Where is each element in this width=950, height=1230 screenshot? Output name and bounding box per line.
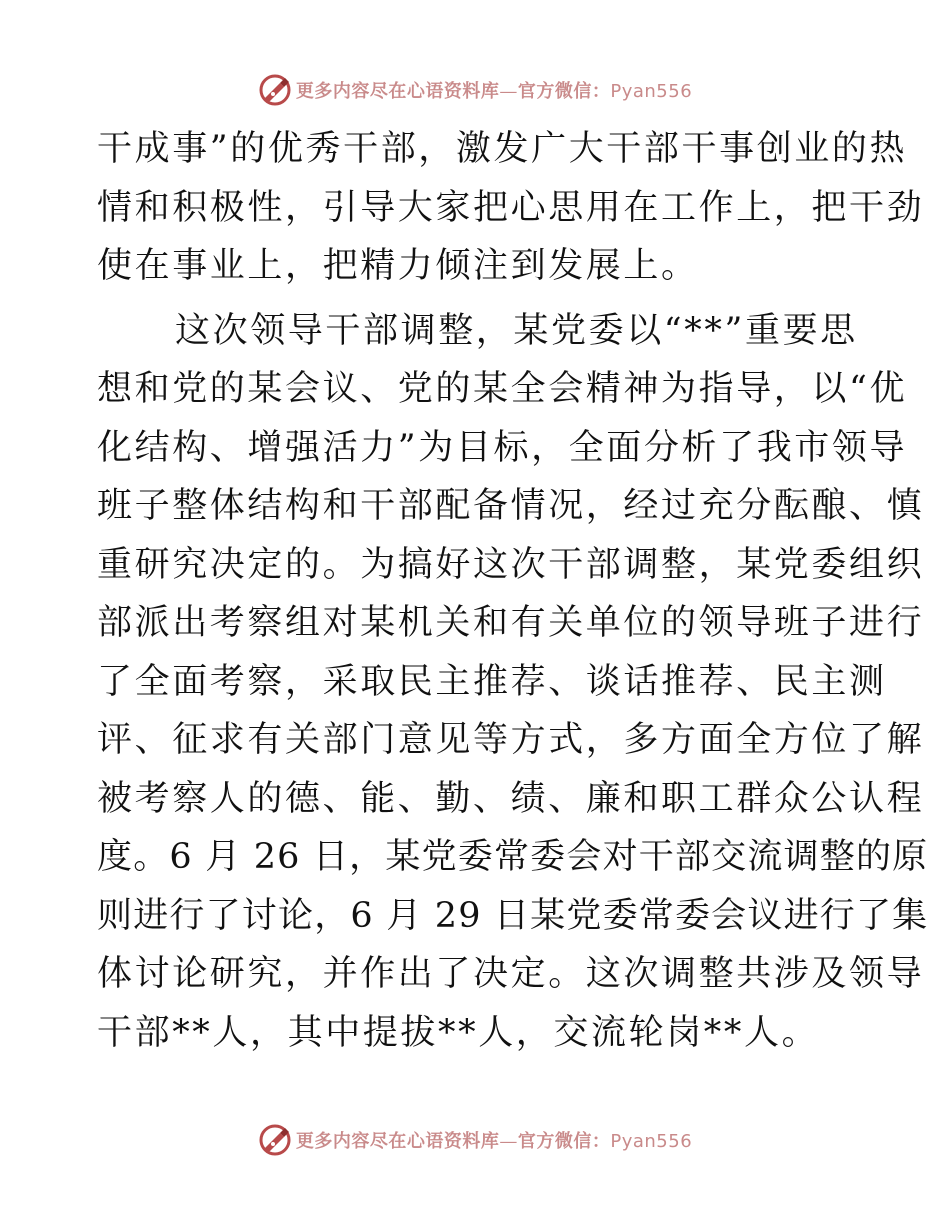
watermark-main: 更多内容尽在心语资料库 bbox=[295, 1131, 500, 1152]
header-watermark bbox=[0, 68, 950, 112]
pen-nib-circle-logo-icon bbox=[258, 1123, 292, 1157]
text-line: 情和积极性，引导大家把心思用在工作上，把干劲 bbox=[97, 187, 925, 228]
paragraph bbox=[97, 120, 925, 296]
text-line: 被考察人的德、能、勤、绩、廉和职工群众公认程 bbox=[97, 778, 925, 819]
text-line: 干成事”的优秀干部，激发广大干部干事创业的热 bbox=[97, 129, 908, 169]
text-line: 这次领导干部调整，某党委以“**”重要思 bbox=[175, 310, 858, 351]
text-line: 度。6 月 26 日，某党委常委会对干部交流调整的原 bbox=[97, 837, 929, 877]
watermark-separator: — bbox=[499, 1131, 518, 1152]
text-line: 干部**人，其中提拔**人，交流轮岗**人。 bbox=[97, 1012, 820, 1053]
text-line: 评、征求有关部门意见等方式，多方面全方位了解 bbox=[97, 720, 925, 760]
text-line: 班子整体结构和干部配备情况，经过充分酝酿、慎 bbox=[97, 486, 925, 526]
pen-nib-circle-logo-icon bbox=[258, 73, 292, 107]
watermark-label: 官方微信： bbox=[517, 1131, 611, 1152]
text-line: 使在事业上，把精力倾注到发展上。 bbox=[97, 246, 699, 286]
document-body bbox=[97, 120, 929, 1062]
watermark-separator: — bbox=[499, 81, 518, 102]
watermark-text bbox=[296, 77, 692, 103]
watermark-text bbox=[296, 1127, 692, 1153]
text-line: 部派出考察组对某机关和有关单位的领导班子进行 bbox=[97, 603, 925, 643]
paragraph bbox=[97, 302, 929, 1063]
text-line: 想和党的某会议、党的某全会精神为指导，以“优 bbox=[97, 369, 908, 409]
watermark-main: 更多内容尽在心语资料库 bbox=[295, 81, 500, 102]
text-line: 重研究决定的。为搞好这次干部调整，某党委组织 bbox=[97, 544, 925, 585]
watermark-label: 官方微信： bbox=[517, 81, 611, 102]
text-line: 化结构、增强活力”为目标，全面分析了我市领导 bbox=[97, 427, 908, 468]
watermark-handle: Pyan556 bbox=[610, 1131, 693, 1152]
text-line: 了全面考察，采取民主推荐、谈话推荐、民主测 bbox=[97, 661, 887, 702]
text-line: 体讨论研究，并作出了决定。这次调整共涉及领导 bbox=[97, 954, 925, 994]
text-line: 则进行了讨论，6 月 29 日某党委常委会议进行了集 bbox=[97, 895, 929, 936]
watermark-handle: Pyan556 bbox=[610, 81, 693, 102]
footer-watermark bbox=[0, 1118, 950, 1162]
